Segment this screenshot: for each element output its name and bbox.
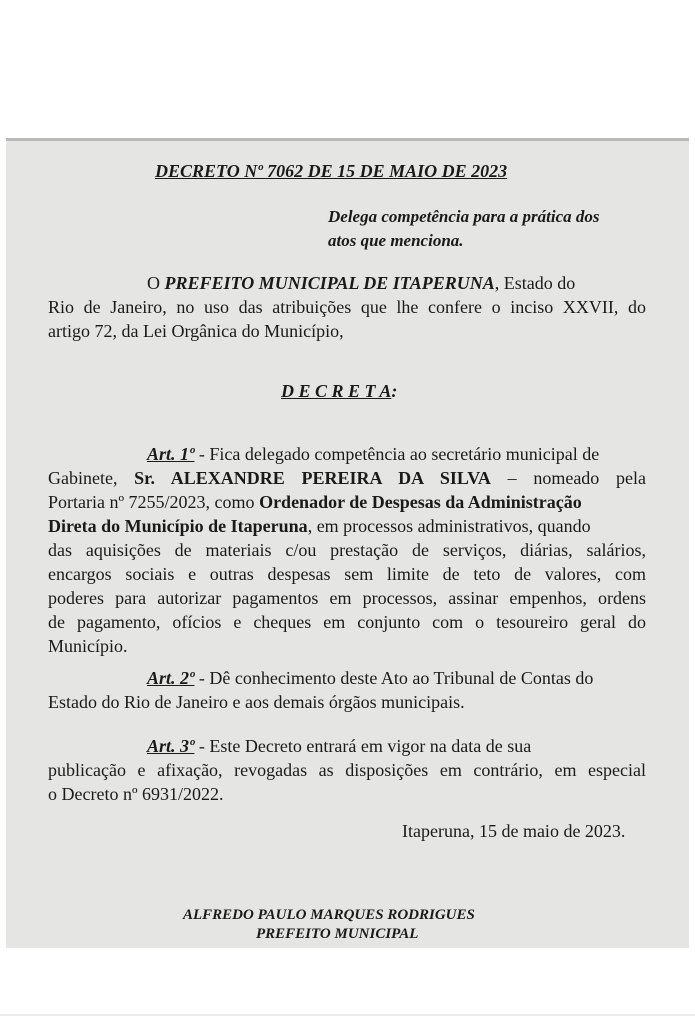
place-date: Itaperuna, 15 de maio de 2023.	[402, 821, 626, 841]
decree-title: DECRETO Nº 7062 DE 15 DE MAIO DE 2023	[155, 161, 508, 181]
art3-label: Art. 3º	[147, 736, 195, 756]
decree-summary-line-1: Delega competência para a prática dos	[328, 207, 600, 226]
preamble-text: , Estado do	[494, 273, 576, 293]
preamble-text: O	[147, 273, 165, 293]
decree-summary-line-2: atos que menciona.	[328, 231, 464, 250]
signatory-role: PREFEITO MUNICIPAL	[256, 926, 419, 942]
art1-line-9: Município.	[48, 636, 128, 656]
art2-line-2: Estado do Rio de Janeiro e aos demais órgãos municipais.	[48, 692, 465, 712]
art1-line-7: poderes para autorizar pagamentos em processos, assinar empenhos, ordens	[48, 588, 646, 608]
art3-line-1	[147, 735, 531, 758]
art1-label: Art. 1º	[147, 444, 195, 464]
decreta-word: D E C R E T A	[281, 381, 392, 401]
art1-text: – nomeado pela	[490, 468, 646, 488]
art1-text: Portaria nº 7255/2023, como	[48, 492, 260, 512]
signatory-name: ALFREDO PAULO MARQUES RODRIGUES	[183, 907, 475, 923]
preamble-authority: PREFEITO MUNICIPAL DE ITAPERUNA	[164, 273, 495, 293]
art2-line-1	[147, 667, 593, 690]
art1-line-8: de pagamento, ofícios e cheques em conjunto com o tesoureiro geral do	[48, 612, 646, 632]
art3-text: - Este Decreto entrará em vigor na data de sua	[194, 736, 532, 756]
art1-line-6: encargos sociais e outras despesas sem limite de teto de valores, com	[48, 564, 646, 584]
decreta-heading	[281, 380, 397, 403]
page-top-edge	[6, 138, 689, 141]
art2-label: Art. 2º	[147, 668, 195, 688]
art1-line-2	[48, 467, 646, 490]
screen-bottom-divider	[0, 1014, 695, 1016]
art3-line-2: publicação e afixação, revogadas as disposições em contrário, em especial	[48, 760, 646, 780]
art1-line-1	[147, 443, 599, 466]
art1-line-4	[48, 515, 591, 538]
art1-line-5: das aquisições de materiais c/ou prestação de serviços, diárias, salários,	[48, 540, 646, 560]
decreta-colon: :	[391, 381, 398, 401]
art3-line-3: o Decreto nº 6931/2022.	[48, 784, 224, 804]
art1-role-bold: Direta do Município de Itaperuna	[48, 516, 308, 536]
art1-text: - Fica delegado competência ao secretário municipal de	[194, 444, 600, 464]
art1-delegate-name: Sr. ALEXANDRE PEREIRA DA SILVA	[134, 468, 491, 488]
preamble-line-1	[147, 272, 575, 295]
art1-text: Gabinete,	[48, 468, 135, 488]
art2-text: - Dê conhecimento deste Ato ao Tribunal de Contas do	[194, 668, 594, 688]
art1-line-3	[48, 491, 582, 514]
art1-role-bold: Ordenador de Despesas da Administração	[259, 492, 582, 512]
preamble-line-3: artigo 72, da Lei Orgânica do Município,	[48, 321, 344, 341]
preamble-line-2: Rio de Janeiro, no uso das atribuições que lhe confere o inciso XXVII, do	[48, 297, 646, 317]
art1-text: , em processos administrativos, quando	[307, 516, 591, 536]
